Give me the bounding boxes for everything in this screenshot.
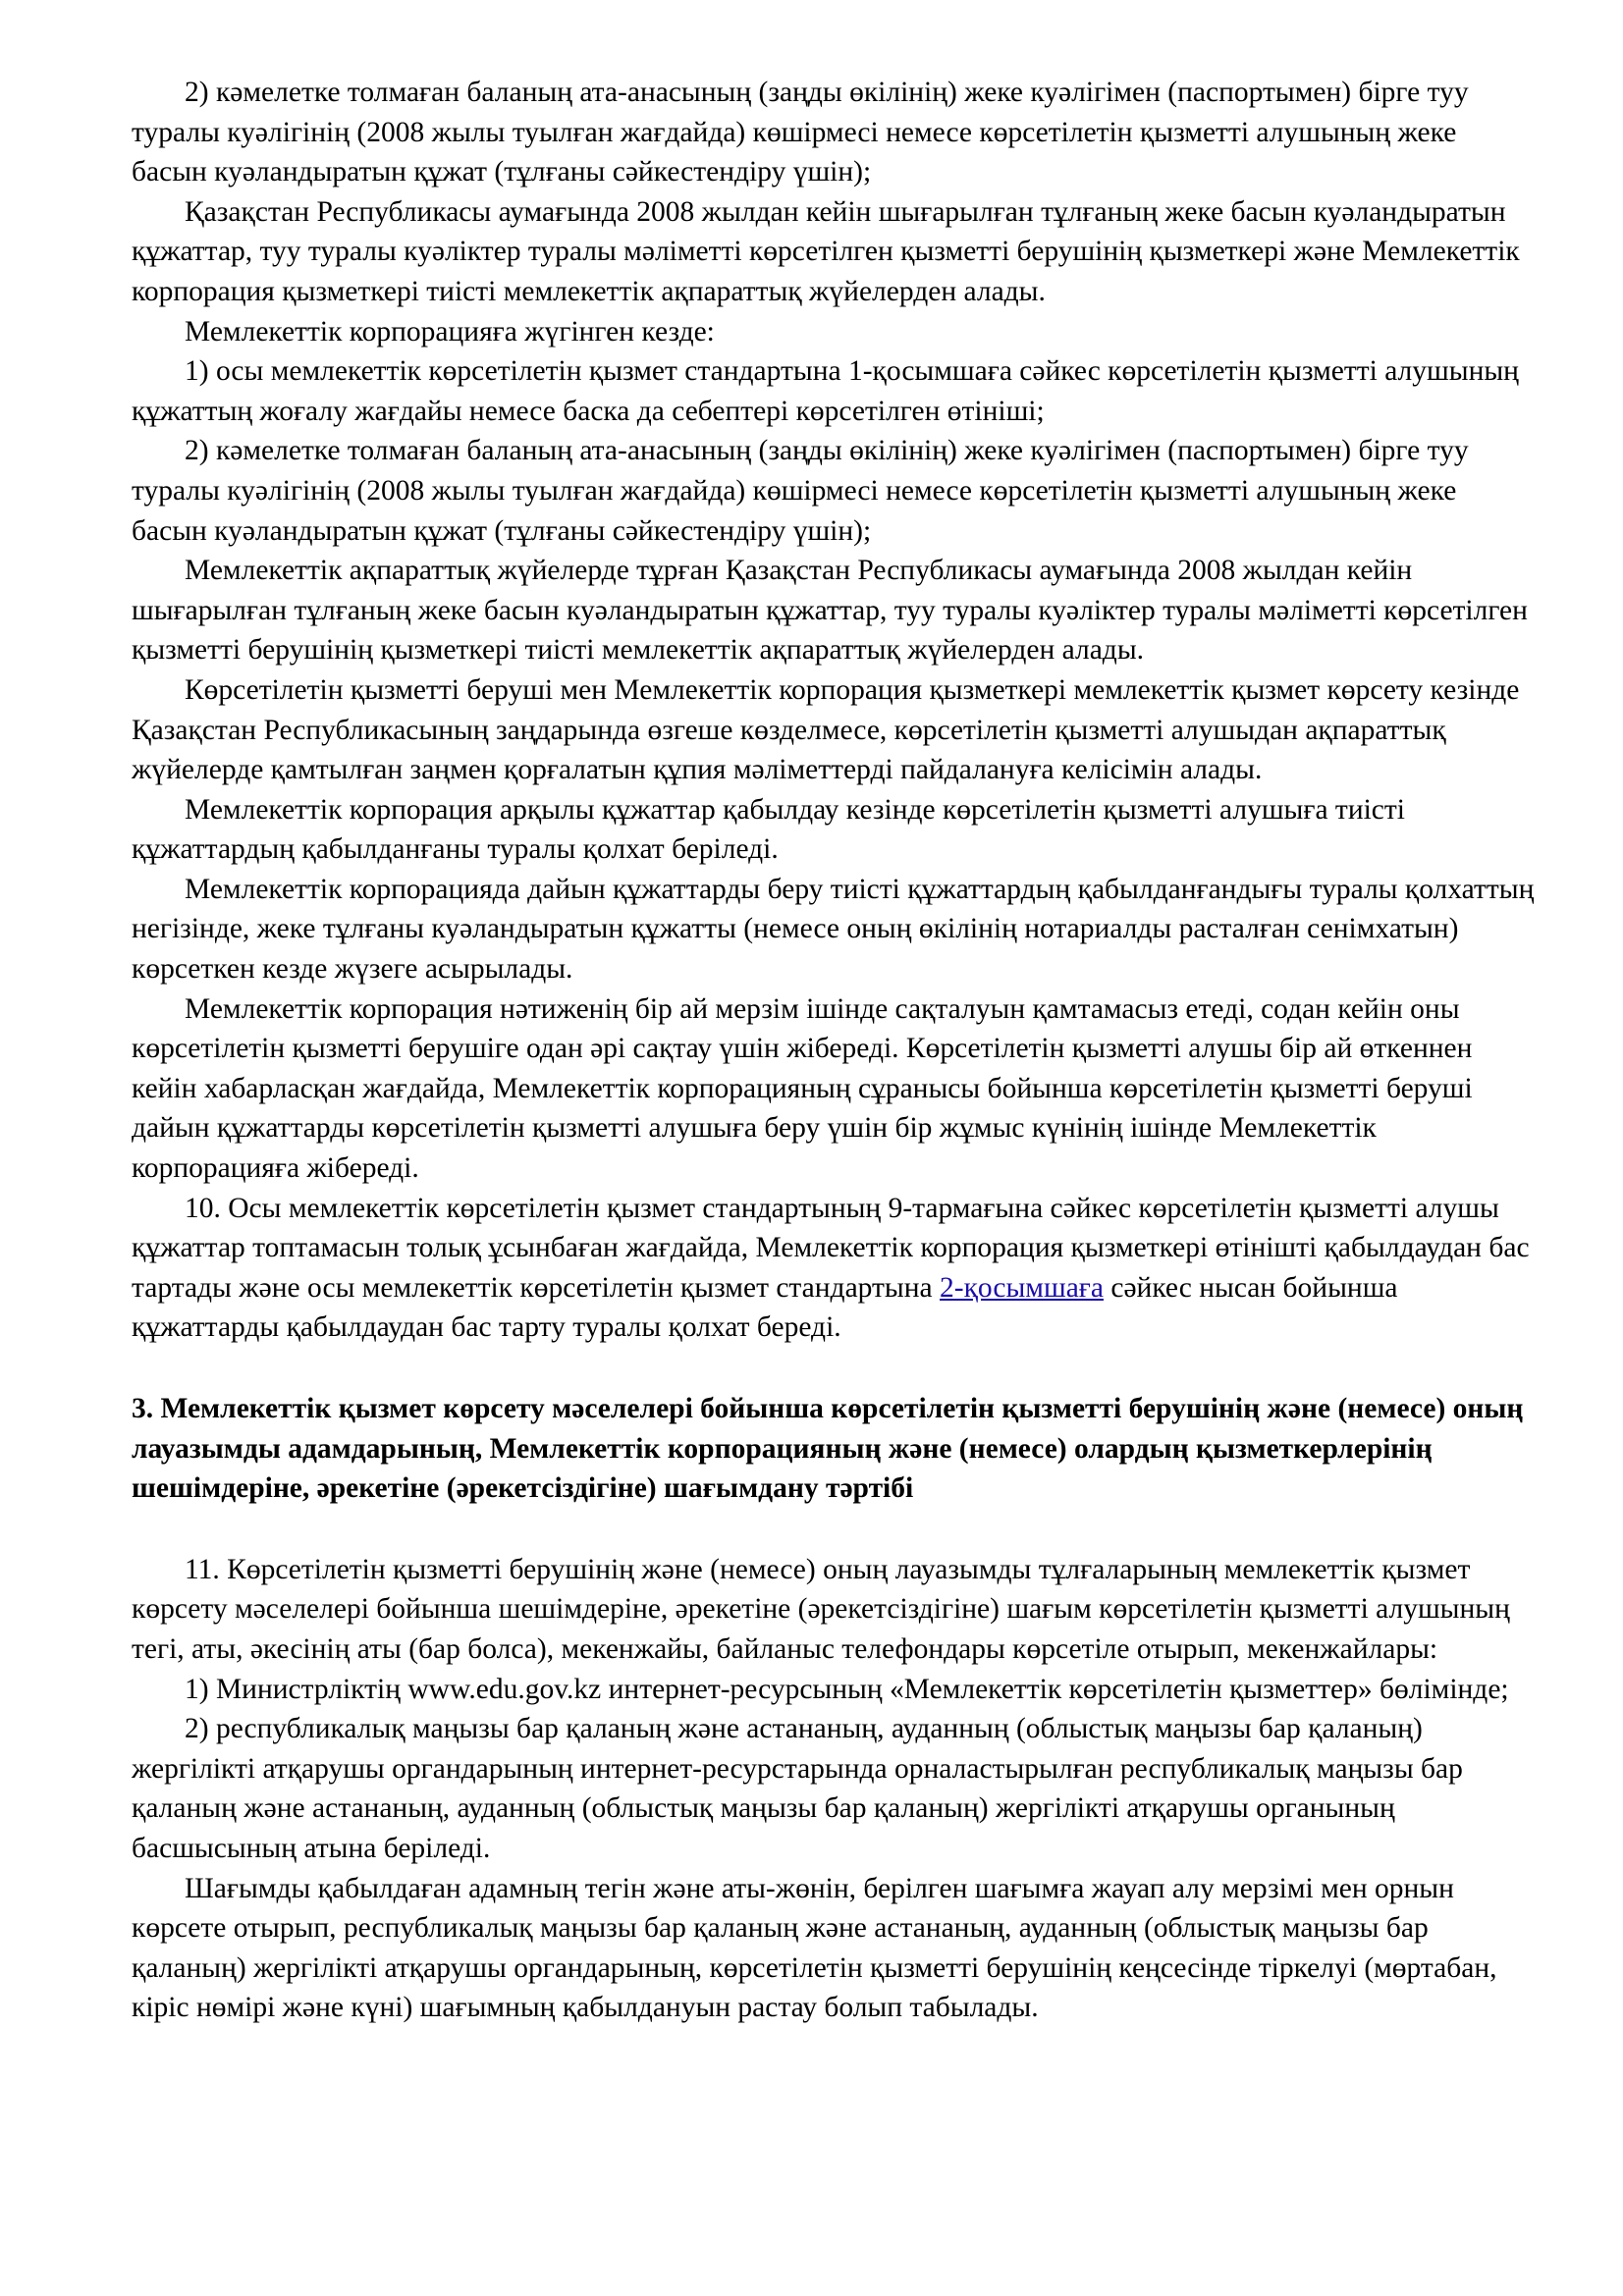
paragraph-applicant-id-document: 2) кәмелетке толмаған баланың ата-анасының (заңды өкілінің) жеке куәлігімен (паспортымен) бірге туу туралы куәлігінің (2008 жылы туылған жағдайда) көшірмесі немесе көрсетілетін қызметті алушының жеке басын куәландыратын құжат (тұлғаны сәйкестендіру үшін); bbox=[132, 77, 1469, 188]
paragraph-11: 11. Көрсетілетін қызметті берушінің және (немесе) оның лауазымды тұлғаларының мемлекеттік қызмет көрсету мәселелері бойынша шешімдеріне, әрекетіне (әрекетсіздігіне) шағым көрсетілетін қызметті алушының тегі, аты, әкесінің аты (бар болса), мекенжайы, байланыс телефондары көрсетіле отырып, мекенжайлары: bbox=[132, 1553, 1510, 1665]
paragraph-receipt: Мемлекеттік корпорация арқылы құжаттар қабылдау кезінде көрсетілетін қызметті алушыға тиісті құжаттардың қабылданғаны туралы қолхат беріледі. bbox=[132, 793, 1405, 866]
paragraph-state-corporation-intro: Мемлекеттік корпорацияға жүгінген кезде: bbox=[185, 315, 715, 347]
appendix-2-link[interactable]: 2-қосымшаға bbox=[940, 1271, 1104, 1304]
paragraph-10-text-end: сәйкес нысан бойынша құжаттарды қабылдаудан бас тарту туралы қолхат береді. bbox=[132, 1271, 1398, 1344]
paragraph-info-systems-data: Қазақстан Республикасы аумағында 2008 жылдан кейін шығарылған тұлғаның жеке басын куәландыратын құжаттар, туу туралы куәліктер туралы мәліметті көрсетілген қызметті берушінің қызметкері және Мемлекеттік корпорация қызметкері тиісті мемлекеттік ақпараттық жүйелерден алады. bbox=[132, 195, 1520, 307]
paragraph-application-item-1: 1) осы мемлекеттік көрсетілетін қызмет стандартына 1-қосымшаға сәйкес көрсетілетін қызметті алушының құжаттың жоғалу жағдайы немесе баска да себептері көрсетілген өтініші; bbox=[132, 355, 1519, 427]
paragraph-info-systems-data-2: Мемлекеттік ақпараттық жүйелерде тұрған Қазақстан Республикасы аумағында 2008 жылдан кейін шығарылған тұлғаның жеке басын куәландыратын құжаттар, туу туралы куәліктер туралы мәліметті көрсетілген қызметті берушінің қызметкері тиісті мемлекеттік ақпараттық жүйелерден алады. bbox=[132, 555, 1528, 667]
paragraph-11-item-1: 1) Министрліктің www.edu.gov.kz интернет-ресурсының «Мемлекеттік көрсетілетін қызметтер» бөлімінде; bbox=[185, 1673, 1509, 1705]
section-3-heading: 3. Мемлекеттік қызмет көрсету мәселелері бойынша көрсетілетін қызметті берушінің және (немесе) оның лауазымды адамдарының, Мемлекеттік корпорацияның және (немесе) олардың қызметкерлерінің шешімдеріне, әрекетіне (әрекетсіздігіне) шағымдану тәртібі bbox=[132, 1393, 1524, 1505]
paragraph-11-item-2: 2) республикалық маңызы бар қаланың және астананың, ауданның (облыстық маңызы бар қаланың) жергілікті атқарушы органдарының интернет-ресурстарында орналастырылған республикалық маңызы бар қаланың және астананың, ауданның (облыстық маңызы бар қаланың) жергілікті атқарушы органының басшысының атына беріледі. bbox=[132, 1713, 1463, 1864]
paragraph-complaint-registration: Шағымды қабылдаған адамның тегін және аты-жөнін, берілген шағымға жауап алу мерзімі мен орнын көрсете отырып, республикалық маңызы бар қаланың және астананың, ауданның (облыстық маңызы бар қаланың) жергілікті атқарушы органдарының, көрсетілетін қызметті берушінің кеңсесінде тіркелуі (мөртабан, кіріс нөмірі және күні) шағымның қабылдануын растау болып табылады. bbox=[132, 1872, 1497, 2024]
paragraph-storage: Мемлекеттік корпорация нәтиженің бір ай мерзім ішінде сақталуын қамтамасыз етеді, содан кейін оны көрсетілетін қызметті берушіге одан әрі сақтау үшін жібереді. Көрсетілетін қызметті алушы бір ай өткеннен кейін хабарласқан жағдайда, Мемлекеттік корпорацияның сұранысы бойынша көрсетілетін қызметті беруші дайын құжаттарды көрсетілетін қызметті алушыға беру үшін бір жұмыс күнінің ішінде Мемлекеттік корпорацияға жібереді. bbox=[132, 992, 1473, 1185]
paragraph-consent: Көрсетілетін қызметті беруші мен Мемлекеттік корпорация қызметкері мемлекеттік қызмет көрсету кезінде Қазақстан Республикасының заңдарында өзгеше көзделмесе, көрсетілетін қызметті алушыдан ақпараттық жүйелерде қамтылған заңмен қорғалатын құпия мәліметтерді пайдалануға келісімін алады. bbox=[132, 673, 1520, 786]
paragraph-10-text-start: 10. Осы мемлекеттік көрсетілетін қызмет стандартының 9-тармағына сәйкес көрсетілетін қызметті алушы құжаттар топтамасын толық ұсынбаған жағдайда, Мемлекеттік корпорация қызметкері өтінішті қабылдаудан бас тартады және осы мемлекеттік көрсетілетін қызмет стандартына bbox=[132, 1192, 1530, 1304]
paragraph-application-item-2: 2) кәмелетке толмаған баланың ата-анасының (заңды өкілінің) жеке куәлігімен (паспортымен) бірге туу туралы куәлігінің (2008 жылы туылған жағдайда) көшірмесі немесе көрсетілетін қызметті алушының жеке басын куәландыратын құжат (тұлғаны сәйкестендіру үшін); bbox=[132, 435, 1469, 547]
paragraph-10 bbox=[132, 1189, 1536, 1348]
document-page bbox=[132, 73, 1536, 2028]
paragraph-issuance: Мемлекеттік корпорацияда дайын құжаттарды беру тиісті құжаттардың қабылданғандығы туралы қолхаттың негізінде, жеке тұлғаны куәландыратын құжатты (немесе оның өкілінің нотариалды расталған сенімхатын) көрсеткен кезде жүзеге асырылады. bbox=[132, 873, 1535, 986]
